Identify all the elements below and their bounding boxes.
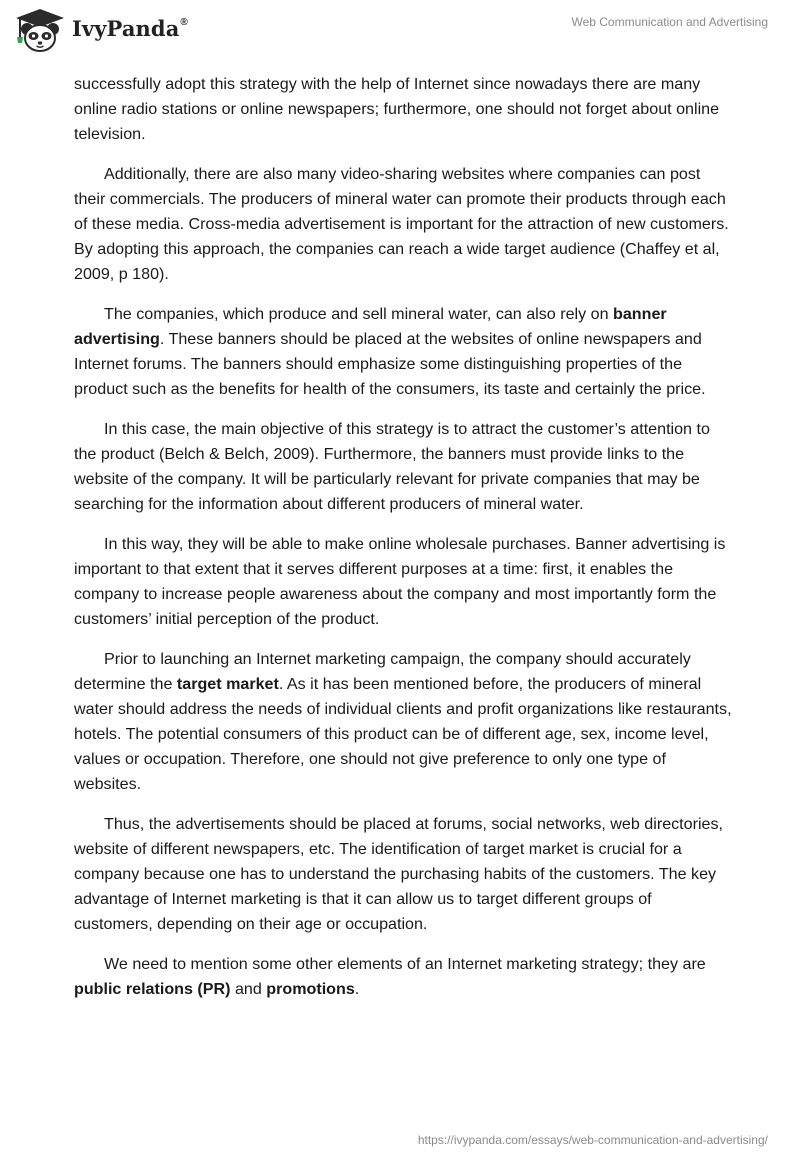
essay-body: [74, 72, 734, 1017]
brand-logo[interactable]: [14, 7, 188, 53]
paragraph: Thus, the advertisements should be placed at forums, social networks, web directories, website of different newspapers, etc. The identification of target market is crucial for a company because one has to understand the purchasing habits of the customers. The key advantage of Internet marketing is that it can allow us to target different groups of customers, depending on their age or occupation.: [74, 815, 724, 933]
emphasis-target-market: target market: [176, 675, 279, 693]
paragraph: successfully adopt this strategy with the help of Internet since nowadays there are many online radio stations or online newspapers; furthermore, one should not forget about online television.: [74, 75, 720, 143]
emphasis-promotions: promotions: [266, 980, 355, 998]
brand-name: IvyPanda®: [72, 15, 188, 41]
paragraph: In this case, the main objective of this strategy is to attract the customer’s attention to the product (Belch & Belch, 2009). Furthermore, the banners must provide links to the website of the company. It will be particularly relevant for private companies that may be searching for the information about different producers of mineral water.: [74, 420, 710, 513]
panda-graduate-icon: [14, 7, 66, 53]
document-title: Web Communication and Advertising: [571, 15, 768, 29]
paragraph: Prior to launching an Internet marketing campaign, the company should accurately determine the target market. As it has been mentioned before, the producers of mineral water should address the needs of individual clients and profit organizations like restaurants, hotels. The potential consumers of this product can be of different age, sex, income level, values or occupation. Therefore, one should not give preference to only one type of websites.: [74, 650, 732, 793]
emphasis-public-relations: public relations (PR): [74, 980, 231, 998]
paragraph: Additionally, there are also many video-sharing websites where companies can post their commercials. The producers of mineral water can promote their products through each of these media. Cross-media advertisement is important for the attraction of new customers. By adopting this approach, the companies can reach a wide target audience (Chaffey et al, 2009, p 180).: [74, 165, 729, 283]
paragraph: In this way, they will be able to make online wholesale purchases. Banner advertising is important to that extent that it serves different purposes at a time: first, it enables the company to increase people awareness about the company and most importantly form the customers’ initial perception of the product.: [74, 535, 726, 628]
source-url[interactable]: https://ivypanda.com/essays/web-communication-and-advertising/: [417, 1133, 768, 1147]
emphasis-banner-advertising: banner advertising: [74, 305, 667, 348]
page-header: [0, 0, 800, 62]
paragraph: We need to mention some other elements of an Internet marketing strategy; they are public relations (PR) and promotions.: [74, 955, 706, 998]
paragraph: The companies, which produce and sell mineral water, can also rely on banner advertising. These banners should be placed at the websites of online newspapers and Internet forums. The banners should emphasize some distinguishing properties of the product such as the benefits for health of the consumers, its taste and certainly the price.: [74, 305, 706, 398]
